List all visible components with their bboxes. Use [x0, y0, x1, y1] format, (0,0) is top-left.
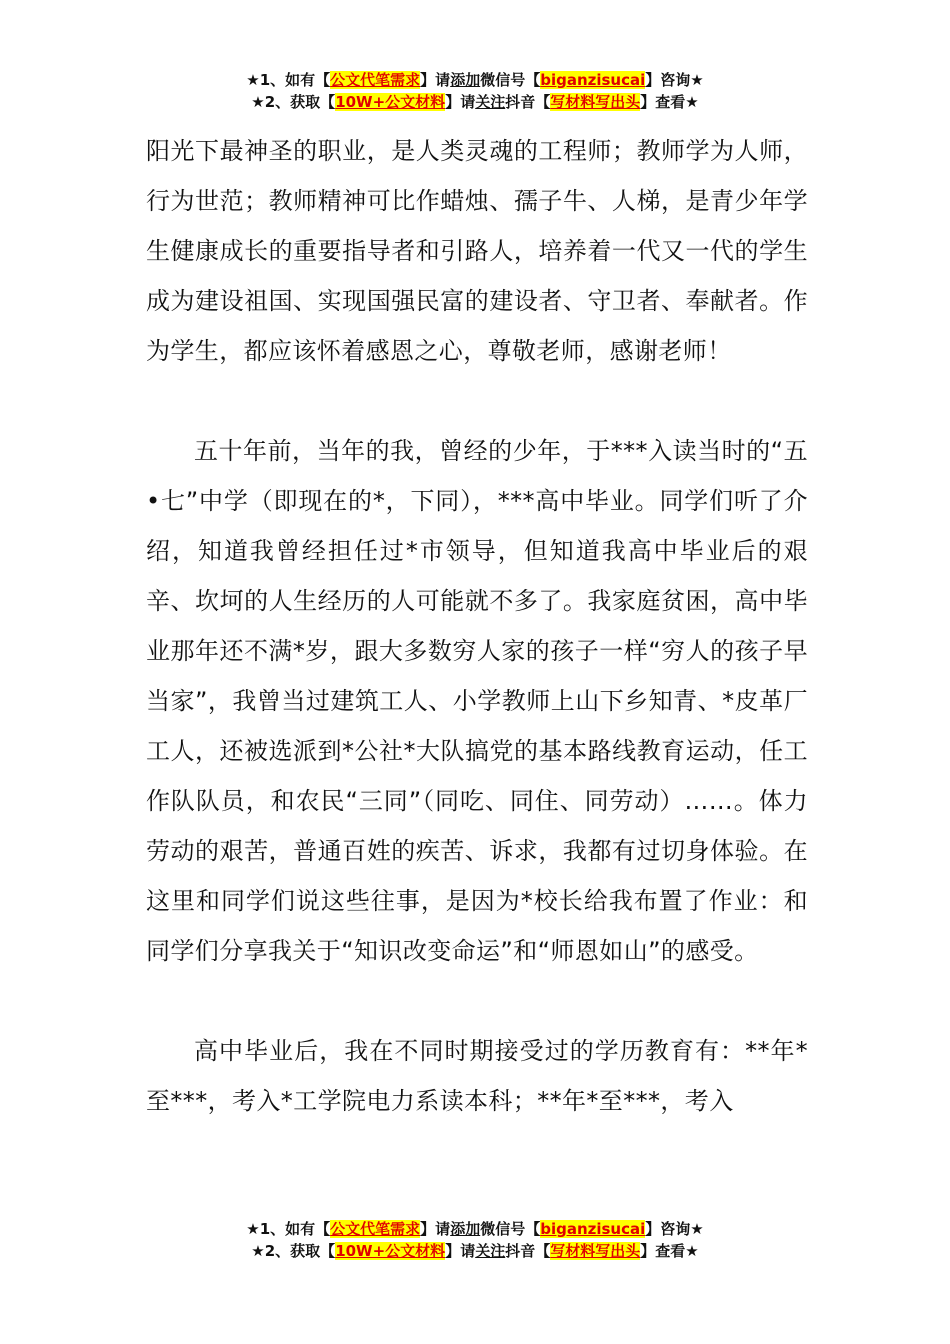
banner-underlined-text: 关注	[475, 1242, 506, 1260]
paragraph-spacer	[146, 976, 808, 1026]
banner-underlined-text: 添加	[450, 71, 481, 89]
banner-highlight: 公文代笔需求	[330, 71, 421, 89]
douyin-account-highlight: 写材料写出头	[550, 1242, 641, 1260]
banner-text: 抖音【	[505, 1242, 551, 1260]
footer-banner-line-1	[0, 1218, 950, 1240]
banner-text: 】请	[420, 1220, 451, 1238]
banner-underlined-text: 关注	[475, 93, 506, 111]
header-banner	[0, 69, 950, 113]
paragraph-1: 阳光下最神圣的职业，是人类灵魂的工程师；教师学为人师，行为世范；教师精神可比作蜡烛、孺子牛、人梯，是青少年学生健康成长的重要指导者和引路人，培养着一代又一代的学生成为建设祖国、实现国强民富的建设者、守卫者、奉献者。作为学生，都应该怀着感恩之心，尊敬老师，感谢老师！	[146, 137, 808, 365]
banner-text: 】请	[420, 71, 451, 89]
paragraph-3: 高中毕业后，我在不同时期接受过的学历教育有：**年*至***，考入*工学院电力系读本科；**年*至***，考入	[146, 1037, 808, 1115]
paragraph-2: 五十年前，当年的我，曾经的少年，于***入读当时的“五•七”中学（即现在的*，下同），***高中毕业。同学们听了介绍，知道我曾经担任过*市领导，但知道我高中毕业后的艰辛、坎坷的人生经历的人可能就不多了。我家庭贫困，高中毕业那年还不满*岁，跟大多数穷人家的孩子一样“穷人的孩子早当家”，我曾当过建筑工人、小学教师上山下乡知青、*皮革厂工人，还被选派到*公社*大队搞党的基本路线教育运动，任工作队队员，和农民“三同”（同吃、同住、同劳动）……。体力劳动的艰苦，普通百姓的疾苦、诉求，我都有过切身体验。在这里和同学们说这些往事，是因为*校长给我布置了作业：和同学们分享我关于“知识改变命运”和“师恩如山”的感受。	[146, 437, 808, 965]
document-body-viewport	[0, 126, 950, 1212]
banner-text: ★2、获取【	[251, 1242, 336, 1260]
banner-text: 】查看★	[640, 93, 699, 111]
footer-banner	[0, 1218, 950, 1262]
banner-highlight: 公文代笔需求	[330, 1220, 421, 1238]
banner-text: 】查看★	[640, 1242, 699, 1260]
banner-text: ★1、如有【	[246, 1220, 331, 1238]
banner-text: 微信号【	[480, 1220, 541, 1238]
banner-text: ★1、如有【	[246, 71, 331, 89]
banner-text: 】请	[445, 1242, 476, 1260]
footer-banner-line-2	[0, 1240, 950, 1262]
banner-text: 】咨询★	[645, 71, 704, 89]
document-body	[146, 126, 808, 1126]
banner-highlight: 10W+公文材料	[335, 93, 446, 111]
wechat-id-highlight: biganzisucai	[540, 71, 646, 89]
banner-text: 】咨询★	[645, 1220, 704, 1238]
banner-text: 微信号【	[480, 71, 541, 89]
banner-text: 抖音【	[505, 93, 551, 111]
douyin-account-highlight: 写材料写出头	[550, 93, 641, 111]
wechat-id-highlight: biganzisucai	[540, 1220, 646, 1238]
banner-text: 】请	[445, 93, 476, 111]
banner-underlined-text: 添加	[450, 1220, 481, 1238]
banner-text: ★2、获取【	[251, 93, 336, 111]
banner-highlight: 10W+公文材料	[335, 1242, 446, 1260]
header-banner-line-1	[0, 69, 950, 91]
paragraph-spacer	[146, 376, 808, 426]
header-banner-line-2	[0, 91, 950, 113]
